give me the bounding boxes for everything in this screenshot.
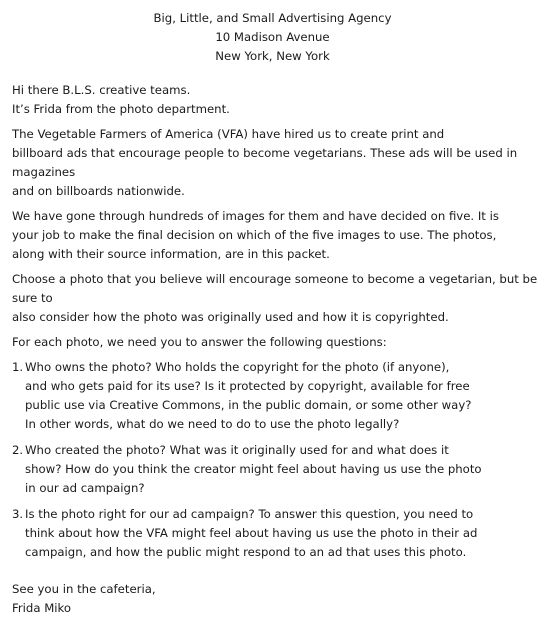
question-line: think about how the VFA might feel about having us use the photo in their ad xyxy=(25,526,478,540)
question-line: In other words, what do we need to do to use the photo legally? xyxy=(25,417,400,431)
paragraph-vfa-line-3: and on billboards nationwide. xyxy=(12,184,185,198)
paragraph-questions-intro: For each photo, we need you to answer the following questions: xyxy=(12,335,387,349)
question-line: in our ad campaign? xyxy=(25,481,145,495)
question-line: Who owns the photo? Who holds the copyright for the photo (if anyone), xyxy=(25,360,450,374)
question-line: campaign, and how the public might respond to an ad that uses this photo. xyxy=(25,545,467,559)
paragraph-choose-line-2: also consider how the photo was originally used and how it is copyrighted. xyxy=(12,310,449,324)
question-line: public use via Creative Commons, in the public domain, or some other way? xyxy=(25,398,472,412)
paragraph-images xyxy=(12,207,540,264)
paragraph-vfa xyxy=(12,125,540,201)
question-number: 2. xyxy=(12,443,24,457)
greeting xyxy=(12,81,540,119)
paragraph-images-line-3: along with their source information, are in this packet. xyxy=(12,247,330,261)
closing-line: See you in the cafeteria, xyxy=(12,582,156,596)
question-item xyxy=(12,358,540,434)
paragraph-choose xyxy=(12,270,540,327)
paragraph-choose-line-1: Choose a photo that you believe will encourage someone to become a vegetarian, but be sure to xyxy=(12,272,538,305)
question-line: show? How do you think the creator might feel about having us use the photo xyxy=(25,462,482,476)
question-line: and who gets paid for its use? Is it protected by copyright, available for free xyxy=(25,379,470,393)
paragraph-images-line-1: We have gone through hundreds of images for them and have decided on five. It is xyxy=(12,209,499,223)
question-number: 3. xyxy=(12,507,24,521)
company-street: 10 Madison Avenue xyxy=(215,30,330,44)
company-name: Big, Little, and Small Advertising Agency xyxy=(153,11,392,25)
company-city: New York, New York xyxy=(215,49,330,63)
greeting-line-1: Hi there B.L.S. creative teams. xyxy=(12,83,191,97)
closing xyxy=(12,580,540,618)
paragraph-vfa-line-1: The Vegetable Farmers of America (VFA) have hired us to create print and xyxy=(12,127,445,141)
greeting-line-2: It’s Frida from the photo department. xyxy=(12,102,230,116)
letterhead xyxy=(0,9,545,66)
signature-name: Frida Miko xyxy=(12,601,72,615)
question-item xyxy=(12,505,540,562)
question-line: Is the photo right for our ad campaign? To answer this question, you need to xyxy=(25,507,474,521)
paragraph-images-line-2: your job to make the final decision on which of the five images to use. The photos, xyxy=(12,228,497,242)
paragraph-vfa-line-2: billboard ads that encourage people to become vegetarians. These ads will be used in magazines xyxy=(12,146,518,179)
letter-body xyxy=(12,81,540,624)
question-item xyxy=(12,441,540,498)
question-number: 1. xyxy=(12,360,24,374)
question-line: Who created the photo? What was it originally used for and what does it xyxy=(25,443,449,457)
